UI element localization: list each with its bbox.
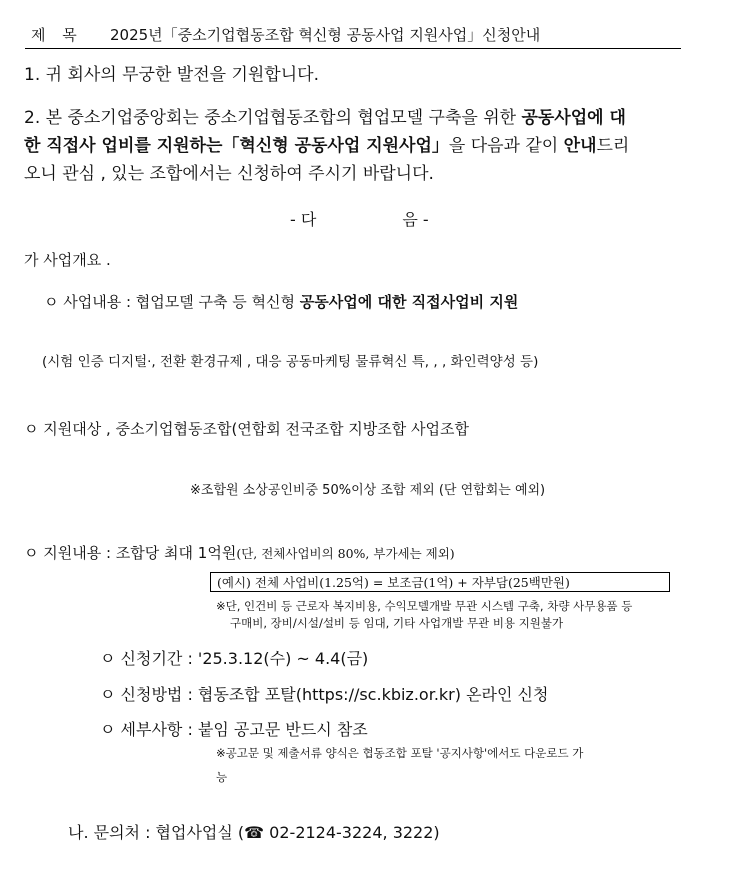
center-heading-left: - 다 [290, 210, 317, 229]
download-note-line-2: 능 [216, 770, 228, 784]
intro-bold-1b: 공동사업에 대 [521, 108, 626, 128]
business-content-note: (시험 인증 디지털·, 전환 환경규제 , 대응 공동마케팅 물류혁신 특, , , 화인력양성 등) [42, 354, 539, 370]
intro-text-2b: 을 다음과 같이 [448, 136, 564, 156]
intro-text-1a: 2. 본 중소기업중앙회는 중소기업협동조합의 협업모델 구축을 위한 [24, 108, 522, 128]
exclusion-detail-line-1: ※단, 인건비 등 근로자 복지비용, 수익모델개발 무관 시스템 구축, 차량 사무용품 등 [216, 599, 633, 613]
exclusion-detail-line-2: 구매비, 장비/시설/설비 등 임대, 기타 사업개발 무관 비용 지원불가 [230, 616, 564, 630]
section-a-heading: 가 사업개요 . [24, 251, 111, 269]
business-content-bold: 공동사업에 대한 직접사업비 지원 [299, 293, 519, 311]
application-method-item: ㅇ 신청방법 : 협동조합 포탈(https://sc.kbiz.or.kr) 온라인 신청 [100, 685, 549, 704]
center-heading [290, 207, 429, 230]
business-content-label: ㅇ 사업내용 : 협업모델 구축 등 혁신형 [44, 293, 300, 311]
greeting-paragraph: 1. 귀 회사의 무궁한 발전을 기원합니다. [24, 65, 319, 85]
intro-line-1 [24, 104, 704, 132]
contact-item: 나. 문의처 : 협업사업실 (☎ 02-2124-3224, 3222) [68, 823, 440, 842]
intro-paragraph [24, 104, 704, 188]
intro-text-2d: 드리 [596, 136, 630, 156]
intro-bold-2a: 한 직접사 업비를 지원하는「혁신형 공동사업 지원사업」 [24, 136, 449, 156]
support-content-main: ㅇ 지원내용 : 조합당 최대 1억원 [24, 544, 237, 562]
center-heading-right: 음 - [402, 210, 429, 229]
business-content-item [44, 291, 518, 312]
support-target-item: ㅇ 지원대상 , 중소기업협동조합(연합회 전국조합 지방조합 사업조합 [24, 420, 469, 438]
exclusion-note: ※조합원 소상공인비중 50%이상 조합 제외 (단 연합회는 예외) [190, 483, 546, 498]
intro-line-3: 오니 관심 , 있는 조합에서는 신청하여 주시기 바랍니다. [24, 164, 434, 184]
support-content-item [24, 542, 455, 563]
example-box: (예시) 전체 사업비(1.25억) = 보조금(1억) + 자부담(25백만원) [210, 572, 670, 592]
download-note-line-1: ※공고문 및 제출서류 양식은 협동조합 포탈 '공지사항'에서도 다운로드 가 [216, 746, 584, 760]
document-title: 2025년「중소기업협동조합 혁신형 공동사업 지원사업」신청안내 [110, 26, 541, 44]
intro-bold-2c: 안내 [563, 136, 597, 156]
details-item: ㅇ 세부사항 : 붙임 공고문 반드시 참조 [100, 720, 368, 739]
title-label: 제 목 [31, 26, 83, 44]
support-content-condition: (단, 전체사업비의 80%, 부가세는 제외) [236, 546, 455, 561]
application-period-item: ㅇ 신청기간 : '25.3.12(수) ~ 4.4(금) [100, 649, 369, 668]
intro-line-2 [24, 132, 704, 160]
title-row [25, 22, 681, 49]
